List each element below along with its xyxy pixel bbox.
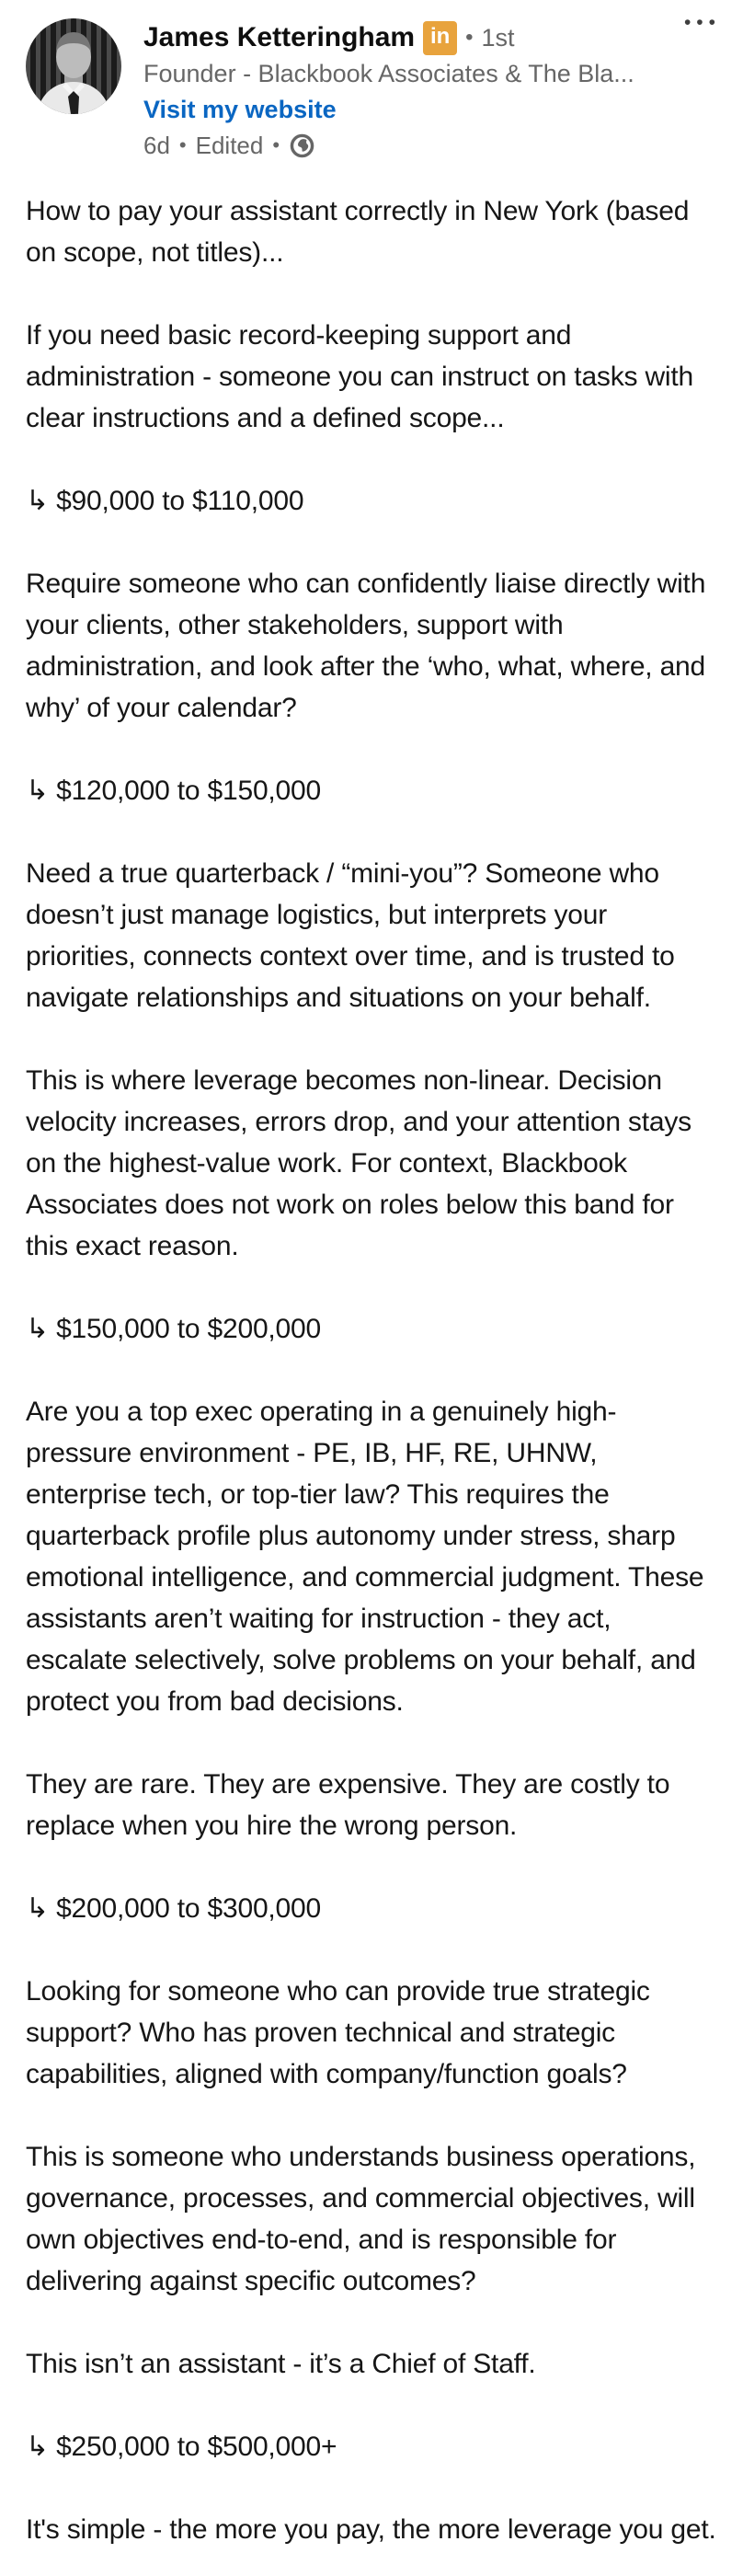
avatar[interactable] <box>26 18 121 114</box>
salary-range-line: ↳ $120,000 to $150,000 <box>26 776 322 806</box>
post-paragraph: This isn’t an assistant - it’s a Chief of Staff. <box>26 2349 536 2379</box>
meta-separator: • <box>178 133 187 156</box>
post-header-text <box>143 18 634 163</box>
salary-range-line: ↳ $150,000 to $200,000 <box>26 1314 322 1344</box>
post-paragraph: This is where leverage becomes non-linear. Decision velocity increases, errors drop, and your attention stays on the highest-value work. For context, Blackbook Associates does not work on roles below this band for this exact reason. <box>26 1065 692 1261</box>
avatar-portrait-graphic <box>26 18 121 114</box>
post-paragraph: Are you a top exec operating in a genuinely high-pressure environment - PE, IB, HF, RE, UHNW, enterprise tech, or top-tier law? This requires the quarterback profile plus autonomy under stress, sharp emotional intelligence, and commercial judgment. These assistants aren’t waiting for instruction - they act, escalate selectively, solve problems on your behalf, and protect you from bad decisions. <box>26 1397 704 1717</box>
post-age: 6d <box>143 132 170 159</box>
post-meta-row <box>143 128 634 163</box>
post-paragraph: It's simple - the more you pay, the more leverage you get. <box>26 2514 716 2545</box>
post-paragraph: This is someone who understands business operations, governance, processes, and commercial objectives, will own objectives end-to-end, and is responsible for delivering against specific outcomes? <box>26 2142 696 2296</box>
linkedin-premium-badge-icon: in <box>423 21 457 55</box>
post-paragraph: How to pay your assistant correctly in New York (based on scope, not titles)... <box>26 196 690 268</box>
globe-icon <box>289 132 315 159</box>
degree-separator: • <box>465 25 474 50</box>
author-name-row <box>143 19 634 56</box>
connection-degree: 1st <box>481 23 515 52</box>
post-paragraph: They are rare. They are expensive. They are costly to replace when you hire the wrong person. <box>26 1769 670 1841</box>
meta-separator: • <box>272 133 280 156</box>
website-link[interactable]: Visit my website <box>143 96 337 123</box>
post-paragraph: Looking for someone who can provide true strategic support? Who has proven technical and strategic capabilities, aligned with company/function goals? <box>26 1976 650 2089</box>
post-body <box>26 190 719 2550</box>
edited-label: Edited <box>195 132 264 159</box>
author-headline: Founder - Blackbook Associates & The Bla... <box>143 60 634 87</box>
author-name[interactable]: James Ketteringham <box>143 22 416 52</box>
salary-range-line: ↳ $250,000 to $500,000+ <box>26 2432 337 2462</box>
post-header <box>26 18 719 163</box>
salary-range-line: ↳ $200,000 to $300,000 <box>26 1893 322 1924</box>
post-paragraph: Require someone who can confidently liaise directly with your clients, other stakeholders, support with administration, and look after the ‘who, what, where, and why’ of your calendar? <box>26 569 706 723</box>
post-overflow-menu-button[interactable]: ••• <box>683 12 721 33</box>
salary-range-line: ↳ $90,000 to $110,000 <box>26 486 304 516</box>
post-paragraph: Need a true quarterback / “mini-you”? Someone who doesn’t just manage logistics, but interprets your priorities, connects context over time, and is trusted to navigate relationships and situations on your behalf. <box>26 858 675 1013</box>
post-paragraph: If you need basic record-keeping support and administration - someone you can instruct on tasks with clear instructions and a defined scope... <box>26 320 694 433</box>
